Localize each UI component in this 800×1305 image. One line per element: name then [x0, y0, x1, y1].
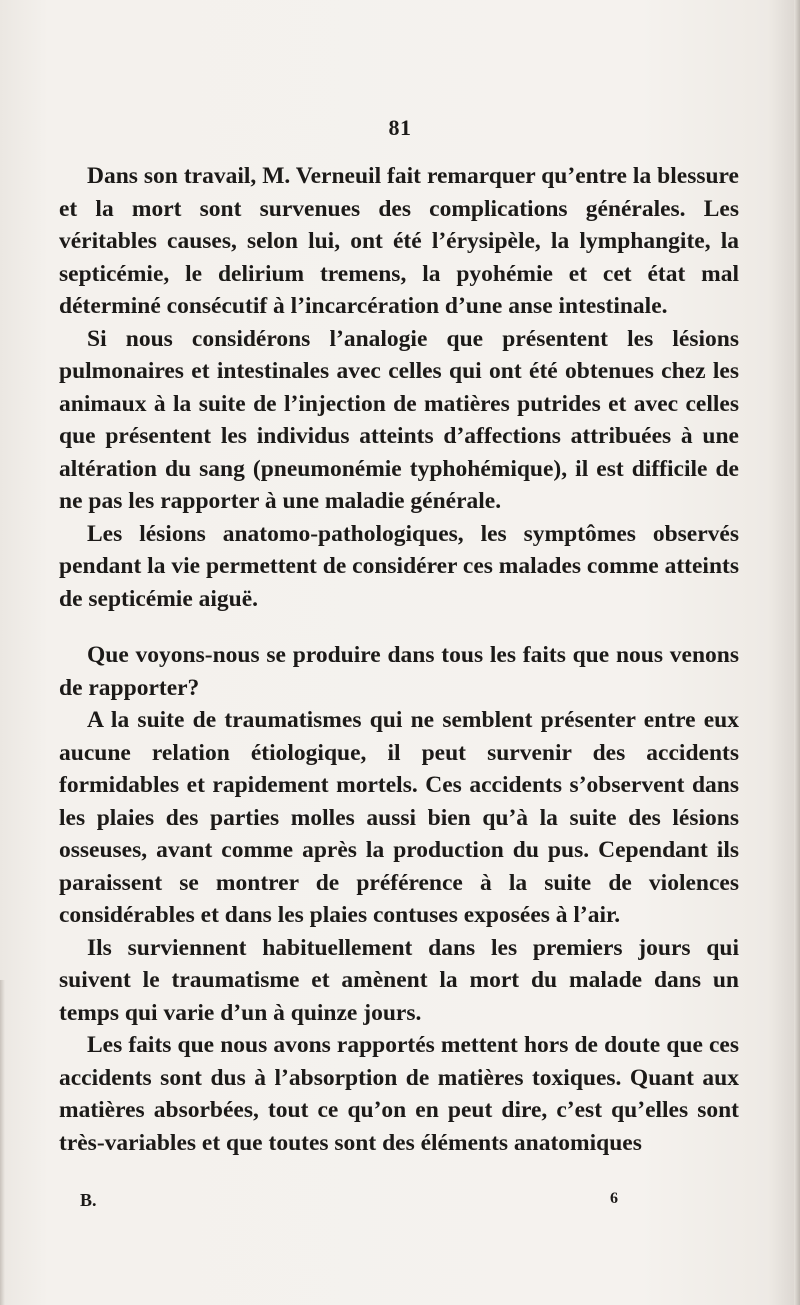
paragraph-4: Que voyons-nous se produire dans tous les faits que nous venons de rapporter? [59, 642, 739, 701]
page-footer [0, 1190, 800, 1220]
paragraph-6: Ils surviennent habituellement dans les premiers jours qui suivent le traumatisme et amènent la mort du malade dans un temps qui varie d’un à quinze jours. [59, 934, 739, 1026]
page-edge-right [794, 0, 800, 1305]
sheet-number: 6 [610, 1190, 618, 1207]
paragraph-7: Les faits que nous avons rapportés mettent hors de doute que ces accidents sont dus à l’absorption de matières toxiques. Quant aux matières absorbées, tout ce qu’on en peut dire, c’est qu’elles sont très-variables et que toutes sont des éléments anatomiques [59, 1032, 739, 1156]
page-number: 81 [388, 115, 412, 140]
body-text [59, 160, 739, 1159]
signature-mark: B. [80, 1190, 97, 1210]
paragraph-1: Dans son travail, M. Verneuil fait remarquer qu’entre la blessure et la mort sont survenues des complications générales. Les véritables causes, selon lui, ont été l’érysipèle, la lymphangite, la septicémie, le delirium tremens, la pyohémie et cet état mal déterminé consécutif à l’incarcération d’une anse intestinale. [59, 163, 739, 319]
paragraph-5: A la suite de traumatismes qui ne semblent présenter entre eux aucune relation étiologique, il peut survenir des accidents formidables et rapidement mortels. Ces accidents s’observent dans les plaies des parties molles aussi bien qu’à la suite des lésions osseuses, avant comme après la production du pus. Cependant ils paraissent se montrer de préférence à la suite de violences considérables et dans les plaies contuses exposées à l’air. [59, 707, 739, 928]
page-edge-left [0, 980, 5, 1305]
paragraph-3: Les lésions anatomo-pathologiques, les symptômes observés pendant la vie permettent de considérer ces malades comme atteints de septicémie aiguë. [59, 520, 739, 612]
paragraph-2: Si nous considérons l’analogie que présentent les lésions pulmonaires et intestinales avec celles qui ont été obtenues chez les animaux à la suite de l’injection de matières putrides et avec celles que présentent les individus atteints d’affections attribuées à une altération du sang (pneumonémie typhohémique), il est difficile de ne pas les rapporter à une maladie générale. [59, 325, 739, 514]
section-gap [59, 615, 739, 639]
